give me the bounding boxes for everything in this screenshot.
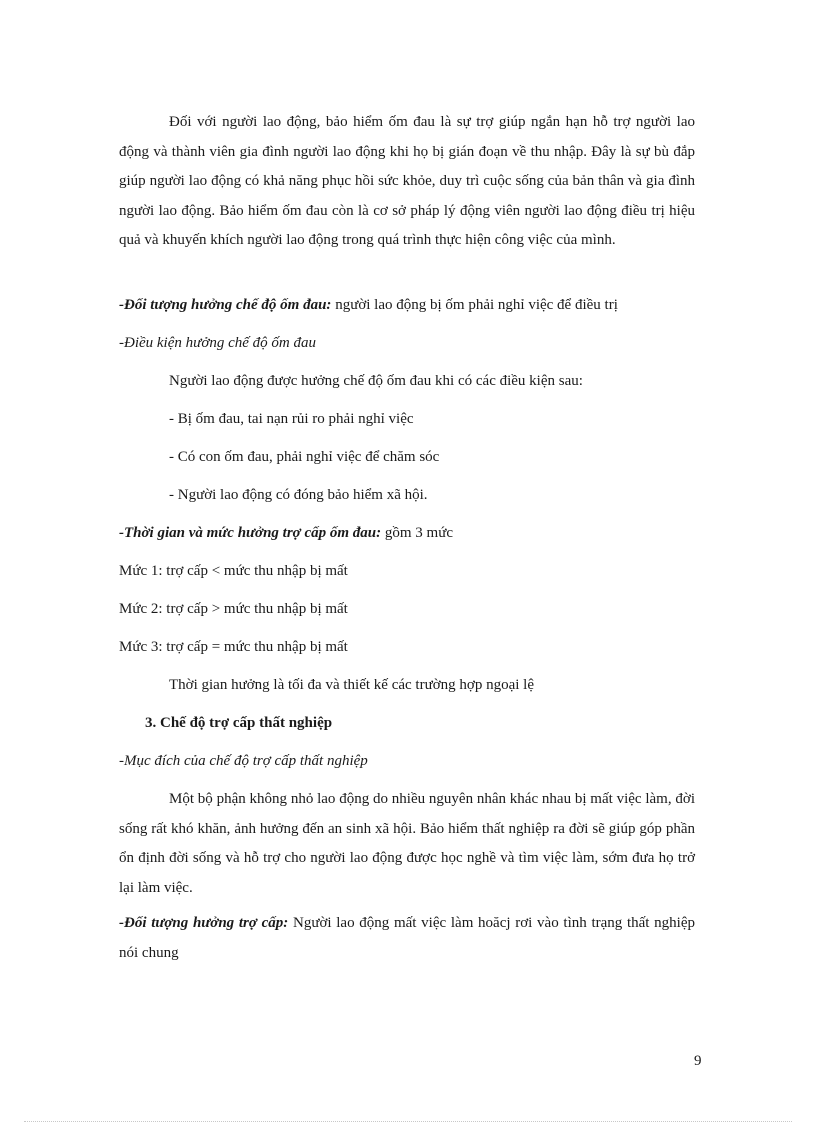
unemployment-beneficiaries-text: Người lao động mất việc làm hoăcj rơi vào tình trạng thất nghiệp nói chung bbox=[119, 915, 695, 961]
section-3-title: 3. Chế độ trợ cấp thất nghiệp bbox=[145, 715, 333, 731]
sickness-condition-item: - Bị ốm đau, tai nạn rủi ro phải nghỉ việc bbox=[169, 411, 414, 427]
unemployment-beneficiaries-paragraph bbox=[119, 909, 695, 968]
benefit-duration-line: Thời gian hưởng là tối đa và thiết kế các trường hợp ngoại lệ bbox=[169, 677, 534, 693]
sickness-beneficiaries-line bbox=[119, 297, 618, 314]
unemployment-beneficiaries-label: -Đối tượng hưởng trợ cấp: bbox=[119, 915, 289, 931]
benefit-level-item: Mức 2: trợ cấp > mức thu nhập bị mất bbox=[119, 601, 348, 617]
paragraph-unemployment-purpose: Một bộ phận không nhỏ lao động do nhiều nguyên nhân khác nhau bị mất việc làm, đời sống rất khó khăn, ảnh hưởng đến an sinh xã hội. Bảo hiểm thất nghiệp ra đời sẽ giúp góp phần ổn định đời sống và hỗ trợ cho người lao động được học nghề và tìm việc làm, sớm đưa họ trở lại làm việc. bbox=[119, 791, 695, 896]
page-number: 9 bbox=[694, 1053, 702, 1069]
sickness-beneficiaries-label: -Đối tượng hưởng chế độ ốm đau: bbox=[119, 297, 332, 313]
sickness-condition-item: - Có con ốm đau, phải nghỉ việc để chăm sóc bbox=[169, 449, 440, 465]
sickness-benefit-levels-text: gồm 3 mức bbox=[381, 525, 454, 541]
sickness-conditions-heading: -Điều kiện hưởng chế độ ốm đau bbox=[119, 335, 316, 351]
page-bottom-divider bbox=[24, 1121, 792, 1122]
sickness-conditions-intro: Người lao động được hưởng chế độ ốm đau khi có các điều kiện sau: bbox=[169, 373, 583, 389]
sickness-benefit-levels-label: -Thời gian và mức hưởng trợ cấp ốm đau: bbox=[119, 525, 382, 541]
sickness-condition-item: - Người lao động có đóng bảo hiểm xã hội. bbox=[169, 487, 428, 503]
unemployment-purpose-heading: -Mục đích của chế độ trợ cấp thất nghiệp bbox=[119, 753, 368, 769]
sickness-benefit-levels-line bbox=[119, 525, 453, 542]
benefit-level-item: Mức 3: trợ cấp = mức thu nhập bị mất bbox=[119, 639, 348, 655]
benefit-level-item: Mức 1: trợ cấp < mức thu nhập bị mất bbox=[119, 563, 348, 579]
paragraph-sickness-insurance-intro: Đối với người lao động, bảo hiểm ốm đau là sự trợ giúp ngắn hạn hỗ trợ người lao động và thành viên gia đình người lao động khi họ bị gián đoạn về thu nhập. Đây là sự bù đắp giúp người lao động có khả năng phục hồi sức khỏe, duy trì cuộc sống của bản thân và gia đình người lao động. Bảo hiểm ốm đau còn là cơ sở pháp lý động viên người lao động điều trị hiệu quả và khuyến khích người lao động trong quá trình thực hiện công việc của mình. bbox=[119, 114, 695, 249]
sickness-beneficiaries-text: người lao động bị ốm phải nghỉ việc để điều trị bbox=[331, 297, 618, 313]
